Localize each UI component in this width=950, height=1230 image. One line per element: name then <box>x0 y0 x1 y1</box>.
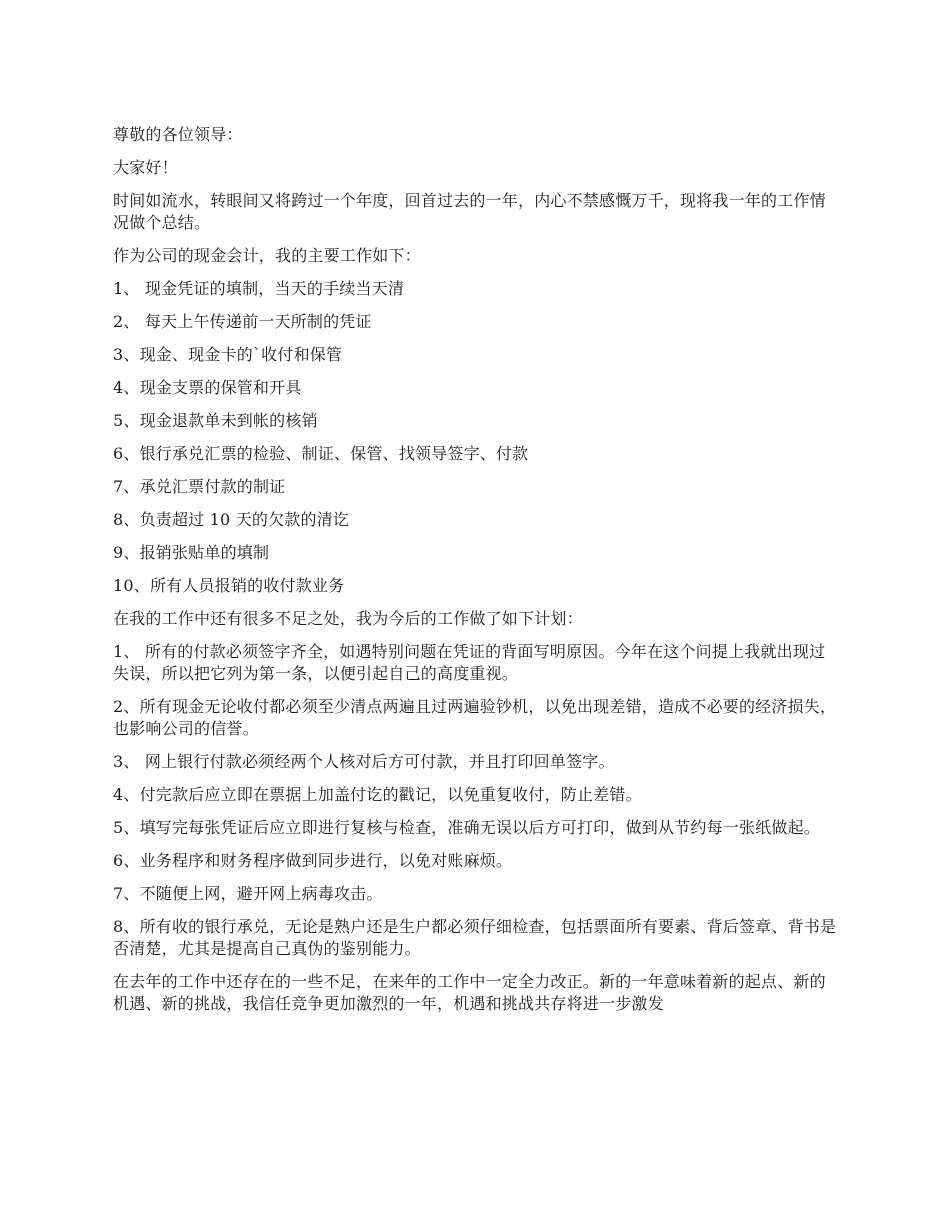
duty-item: 5、现金退款单未到帐的核销 <box>113 411 318 430</box>
duty-item: 3、现金、现金卡的`收付和保管 <box>113 345 343 364</box>
plan-item: 8、所有收的银行承兑，无论是熟户还是生户都必须仔细检查，包括票面所有要素、背后签章、背书是否清楚，尤其是提高自己真伪的鉴别能力。 <box>113 917 837 958</box>
document-body <box>113 124 838 1026</box>
duty-item: 6、银行承兑汇票的检验、制证、保管、找领导签字、付款 <box>113 444 529 463</box>
salutation: 尊敬的各位领导： <box>113 125 243 144</box>
duty-item: 7、承兑汇票付款的制证 <box>113 477 286 496</box>
plan-heading: 在我的工作中还有很多不足之处，我为今后的工作做了如下计划： <box>113 609 583 628</box>
duty-item: 1、 现金凭证的填制，当天的手续当天清 <box>113 279 405 298</box>
plan-item: 5、填写完每张凭证后应立即进行复核与检查，准确无误以后方可打印，做到从节约每一张纸做起。 <box>113 818 820 837</box>
plan-item: 1、 所有的付款必须签字齐全，如遇特别问题在凭证的背面写明原因。今年在这个问提上我就出现过失误，所以把它列为第一条，以便引起自己的高度重视。 <box>113 642 826 683</box>
plan-item: 3、 网上银行付款必须经两个人核对后方可付款，并且打印回单签字。 <box>113 752 615 771</box>
duty-item: 8、负责超过 10 天的欠款的清讫 <box>113 510 350 529</box>
duty-item: 4、现金支票的保管和开具 <box>113 378 302 397</box>
duty-item: 9、报销张贴单的填制 <box>113 543 270 562</box>
plan-item: 2、所有现金无论收付都必须至少清点两遍且过两遍验钞机，以免出现差错，造成不必要的经济损失，也影响公司的信誉。 <box>113 697 837 738</box>
plan-item: 6、业务程序和财务程序做到同步进行，以免对账麻烦。 <box>113 851 513 870</box>
plan-item: 7、不随便上网，避开网上病毒攻击。 <box>113 884 383 903</box>
duties-heading: 作为公司的现金会计，我的主要工作如下： <box>113 246 421 265</box>
greeting: 大家好！ <box>113 158 178 177</box>
closing-paragraph: 在去年的工作中还存在的一些不足，在来年的工作中一定全力改正。新的一年意味着新的起点、新的机遇、新的挑战，我信任竞争更加激烈的一年，机遇和挑战共存将进一步激发 <box>113 972 826 1013</box>
intro-paragraph: 时间如流水，转眼间又将跨过一个年度，回首过去的一年，内心不禁感慨万千，现将我一年的工作情况做个总结。 <box>113 191 826 232</box>
duty-item: 10、所有人员报销的收付款业务 <box>113 576 345 595</box>
duty-item: 2、 每天上午传递前一天所制的凭证 <box>113 312 372 331</box>
plan-item: 4、付完款后应立即在票据上加盖付讫的戳记，以免重复收付，防止差错。 <box>113 785 642 804</box>
